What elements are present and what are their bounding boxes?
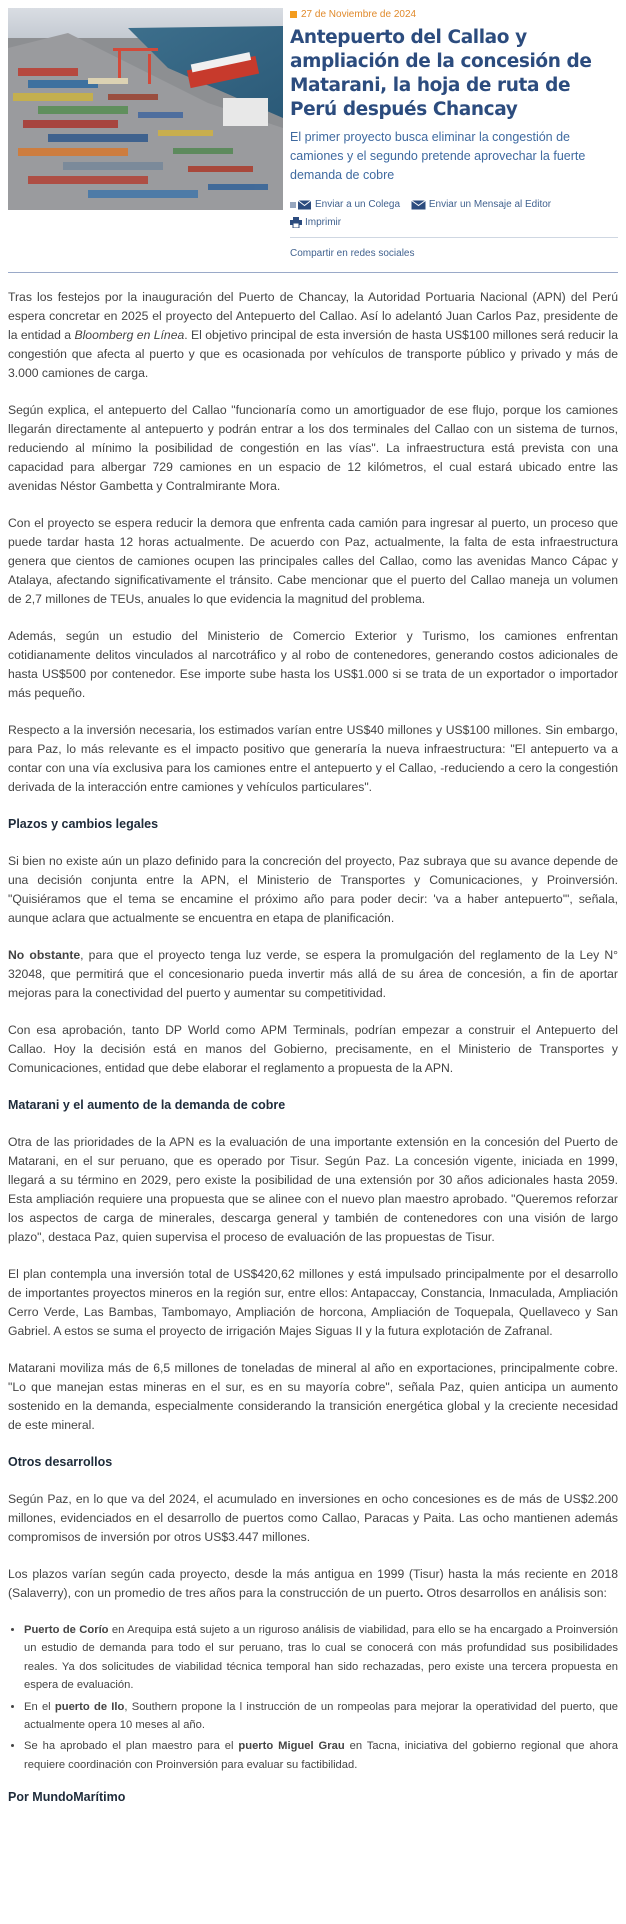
- paragraph: Matarani moviliza más de 6,5 millones de toneladas de mineral al año en exportaciones, principalmente cobre. "Lo que manejan estas mineras en el sur, es en su mayoría cobre", señala Paz, quien anticipa un aumento sostenido en la demanda, especialmente considerando la transición energética global y la creciente necesidad de este mineral.: [8, 1361, 618, 1432]
- header-divider: [8, 272, 618, 273]
- paragraph: [8, 288, 618, 383]
- list-item-text: Se ha aprobado el plan maestro para el: [24, 1740, 239, 1753]
- article-byline: Por MundoMarítimo: [8, 1790, 126, 1805]
- paragraph-text: , para que el proyecto tenga luz verde, se espera la promulgación del reglamento de la Ley N° 32048, que permitirá que el concesionario pueda invertir más allá de su área de concesión, a fin de aportar mejoras para la conectividad del puerto y aumentar su competitividad.: [8, 948, 618, 1000]
- paragraph: Otra de las prioridades de la APN es la evaluación de una importante extensión en la concesión del Puerto de Matarani, en el sur peruano, que es operado por Tisur. Según Paz. La concesión vigente, iniciada en 1999, llegará a su término en 2029, pero existe la posibilidad de una extensión por 30 años adicionales hasta 2059. Esta ampliación requiere una propuesta que se alinee con el nuevo plan maestro aprobado. "Queremos reforzar los aspectos de carga de minerales, descarga general y también de contenedores con una visión de largo plazo", destaca Paz, quien supervisa el proceso de evaluación de las propuestas de Tisur.: [8, 1135, 618, 1244]
- list-item-highlight: puerto Miguel Grau: [238, 1740, 345, 1753]
- article-date: [290, 8, 618, 22]
- list-item: [24, 1737, 618, 1774]
- print-label: Imprimir: [305, 216, 342, 228]
- port-aerial-photo: [8, 8, 283, 210]
- paragraph: El plan contempla una inversión total de US$420,62 millones y está impulsado principalmente por el desarrollo de importantes proyectos mineros en la región sur, entre ellos: Antapaccay, Constancia, Inmaculada, Ampliación Cerro Verde, Las Bambas, Tambomayo, Ampliación de horcona, Ampliación de Toquepala, Quellaveco y San Gabriel. A estos se suma el proyecto de irrigación Majes Siguas II y la futura explotación de Zafranal.: [8, 1267, 618, 1338]
- list-item-text: en Arequipa está sujeto a un riguroso análisis de viabilidad, para ello se ha encargado a Proinversión un estudio de demanda para todo el sur peruano, tras lo cual se conocerá con más profundidad sus posibilidades reales. Ya dos solicitudes de viabilidad técnica temporal han sido rechazadas, pero existe una tercera propuesta en espera de evaluación.: [24, 1624, 618, 1692]
- print-link[interactable]: [290, 215, 341, 230]
- paragraph: Según explica, el antepuerto del Callao "funcionaría como un amortiguador de ese flujo, porque los camiones llegarán directamente al antepuerto y podrán entrar a los dos terminales del Callao con un sistema de turnos, reduciendo al mínimo la posibilidad de congestión en las vías". La infraestructura está prevista con una capacidad para albergar 729 camiones en un espacio de 12 kilómetros, el cual estará ubicado entre las avenidas Néstor Gambetta y Contralmirante Mora.: [8, 403, 618, 493]
- source-name: Bloomberg en Línea: [74, 328, 185, 342]
- paragraph: [8, 1565, 618, 1603]
- date-text: 27 de Noviembre de 2024: [301, 9, 417, 20]
- forward-mail-icon: [290, 200, 312, 210]
- port-hero-image: [8, 8, 283, 210]
- list-item-text: En el: [24, 1700, 55, 1713]
- paragraph: Con esa aprobación, tanto DP World como APM Terminals, podrían empezar a construir el Antepuerto del Callao. Hoy la decisión está en manos del Gobierno, precisamente, en el Ministerio de Transportes y Comunicaciones, entidad que debe elaborar el reglamento a propuesta de la APN.: [8, 1023, 618, 1075]
- section-heading: Otros desarrollos: [8, 1455, 113, 1469]
- paragraph: [8, 946, 618, 1003]
- section-heading: Plazos y cambios legales: [8, 817, 159, 831]
- share-social-link[interactable]: Compartir en redes sociales: [290, 247, 415, 259]
- developments-list: [8, 1621, 618, 1774]
- send-editor-link[interactable]: [411, 197, 551, 212]
- paragraph-text: Tras los festejos por la inauguración del Puerto de Chancay, la Autoridad Portuaria Nacional (APN) del Perú espera concretar en 2025 el proyecto del Antepuerto del Callao. Así lo adelantó Juan Carlos Paz, presidente de la entidad a: [8, 290, 618, 342]
- list-item-text: , Southern propone la l instrucción de un rompeolas para mejorar la operatividad del puerto, que actualmente opera 10 meses al año.: [24, 1700, 619, 1732]
- paragraph-text: . El objetivo principal de esta inversión de hasta US$100 millones será reducir la congestión que afecta al puerto y que es ocasionada por vehículos de transporte público y privado y más de 3.000 camiones de carga.: [8, 328, 618, 380]
- date-square-icon: [290, 11, 297, 18]
- paragraph: Además, según un estudio del Ministerio de Comercio Exterior y Turismo, los camiones enfrentan cotidianamente delitos vinculados al narcotráfico y al robo de contenedores, generando costos adicionales de hasta US$500 por contenedor. Ese importe sube hasta los US$1.000 si se trata de un exportador o importador más pequeño.: [8, 629, 618, 700]
- article-body: [8, 288, 618, 1807]
- envelope-icon: [411, 200, 426, 210]
- paragraph: Con el proyecto se espera reducir la demora que enfrenta cada camión para ingresar al puerto, un proceso que puede tardar hasta 12 horas actualmente. De acuerdo con Paz, actualmente, la falta de esta infraestructura genera que cientos de camiones ocupen las principales calles del Callao, como las avenidas Manco Cápac y Atalaya, afectando significativamente el tránsito. Cabe mencionar que el puerto del Callao maneja un volumen de 2,7 millones de TEUs, anuales lo que evidencia la magnitud del problema.: [8, 516, 618, 606]
- list-item-highlight: puerto de Ilo: [54, 1700, 125, 1713]
- list-item-text: en Tacna, iniciativa del gobierno regional que ahora requiere coordinación con Proinversión para evaluar su factibilidad.: [24, 1740, 618, 1771]
- paragraph-lead: No obstante: [8, 948, 81, 962]
- article-title: Antepuerto del Callao y ampliación de la concesión de Matarani, la hoja de ruta de Perú después Chancay: [290, 27, 592, 120]
- paragraph: Respecto a la inversión necesaria, los estimados varían entre US$40 millones y US$100 millones. Sin embargo, para Paz, lo más relevante es el impacto positivo que generaría la nueva infraestructura: "El antepuerto va a contar con una vía exclusiva para los camiones entre el antepuerto y el Callao, -reduciendo a cero la congestión derivada de la interacción entre camiones y vehículos particulares".: [8, 723, 618, 794]
- list-item: [24, 1621, 618, 1695]
- paragraph: Según Paz, en lo que va del 2024, el acumulado en inversiones en ocho concesiones es de más de US$2.200 millones, evidenciados en el desarrollo de puertos como Callao, Paracas y Paita. Las ocho mantienen además compromisos de inversión por otros US$3.447 millones.: [8, 1492, 618, 1544]
- section-heading: Matarani y el aumento de la demanda de cobre: [8, 1098, 286, 1112]
- list-item: [24, 1698, 618, 1735]
- paragraph-bold-dot: .: [419, 1586, 424, 1600]
- article-subtitle: El primer proyecto busca eliminar la congestión de camiones y el segundo pretende aprovechar la fuerte demanda de cobre: [290, 130, 586, 182]
- send-colleague-label: Enviar a un Colega: [315, 199, 401, 210]
- meta-divider: [290, 237, 618, 238]
- article-actions: [290, 197, 618, 233]
- article-meta: [290, 8, 618, 259]
- paragraph: Si bien no existe aún un plazo definido para la concreción del proyecto, Paz subraya que su avance depende de una decisión conjunta entre la APN, el Ministerio de Transportes y Comunicaciones, y Proinversión. "Quisiéramos que el tema se encamine el próximo año para poder decir: 'va a haber antepuerto'", señala, aunque aclara que actualmente se encuentra en etapa de planificación.: [8, 854, 618, 925]
- send-colleague-link[interactable]: [290, 197, 400, 212]
- send-editor-label: Enviar un Mensaje al Editor: [428, 199, 552, 210]
- printer-icon: [290, 217, 302, 228]
- paragraph-text: Los plazos varían según cada proyecto, desde la más antigua en 1999 (Tisur) hasta la más reciente en 2018 (Salaverry), con un promedio de tres años para la construcción de un puerto: [8, 1567, 618, 1600]
- list-item-highlight: Puerto de Corío: [24, 1624, 109, 1636]
- paragraph-text: Otros desarrollos en análisis son:: [423, 1586, 607, 1600]
- article-header: [8, 8, 618, 259]
